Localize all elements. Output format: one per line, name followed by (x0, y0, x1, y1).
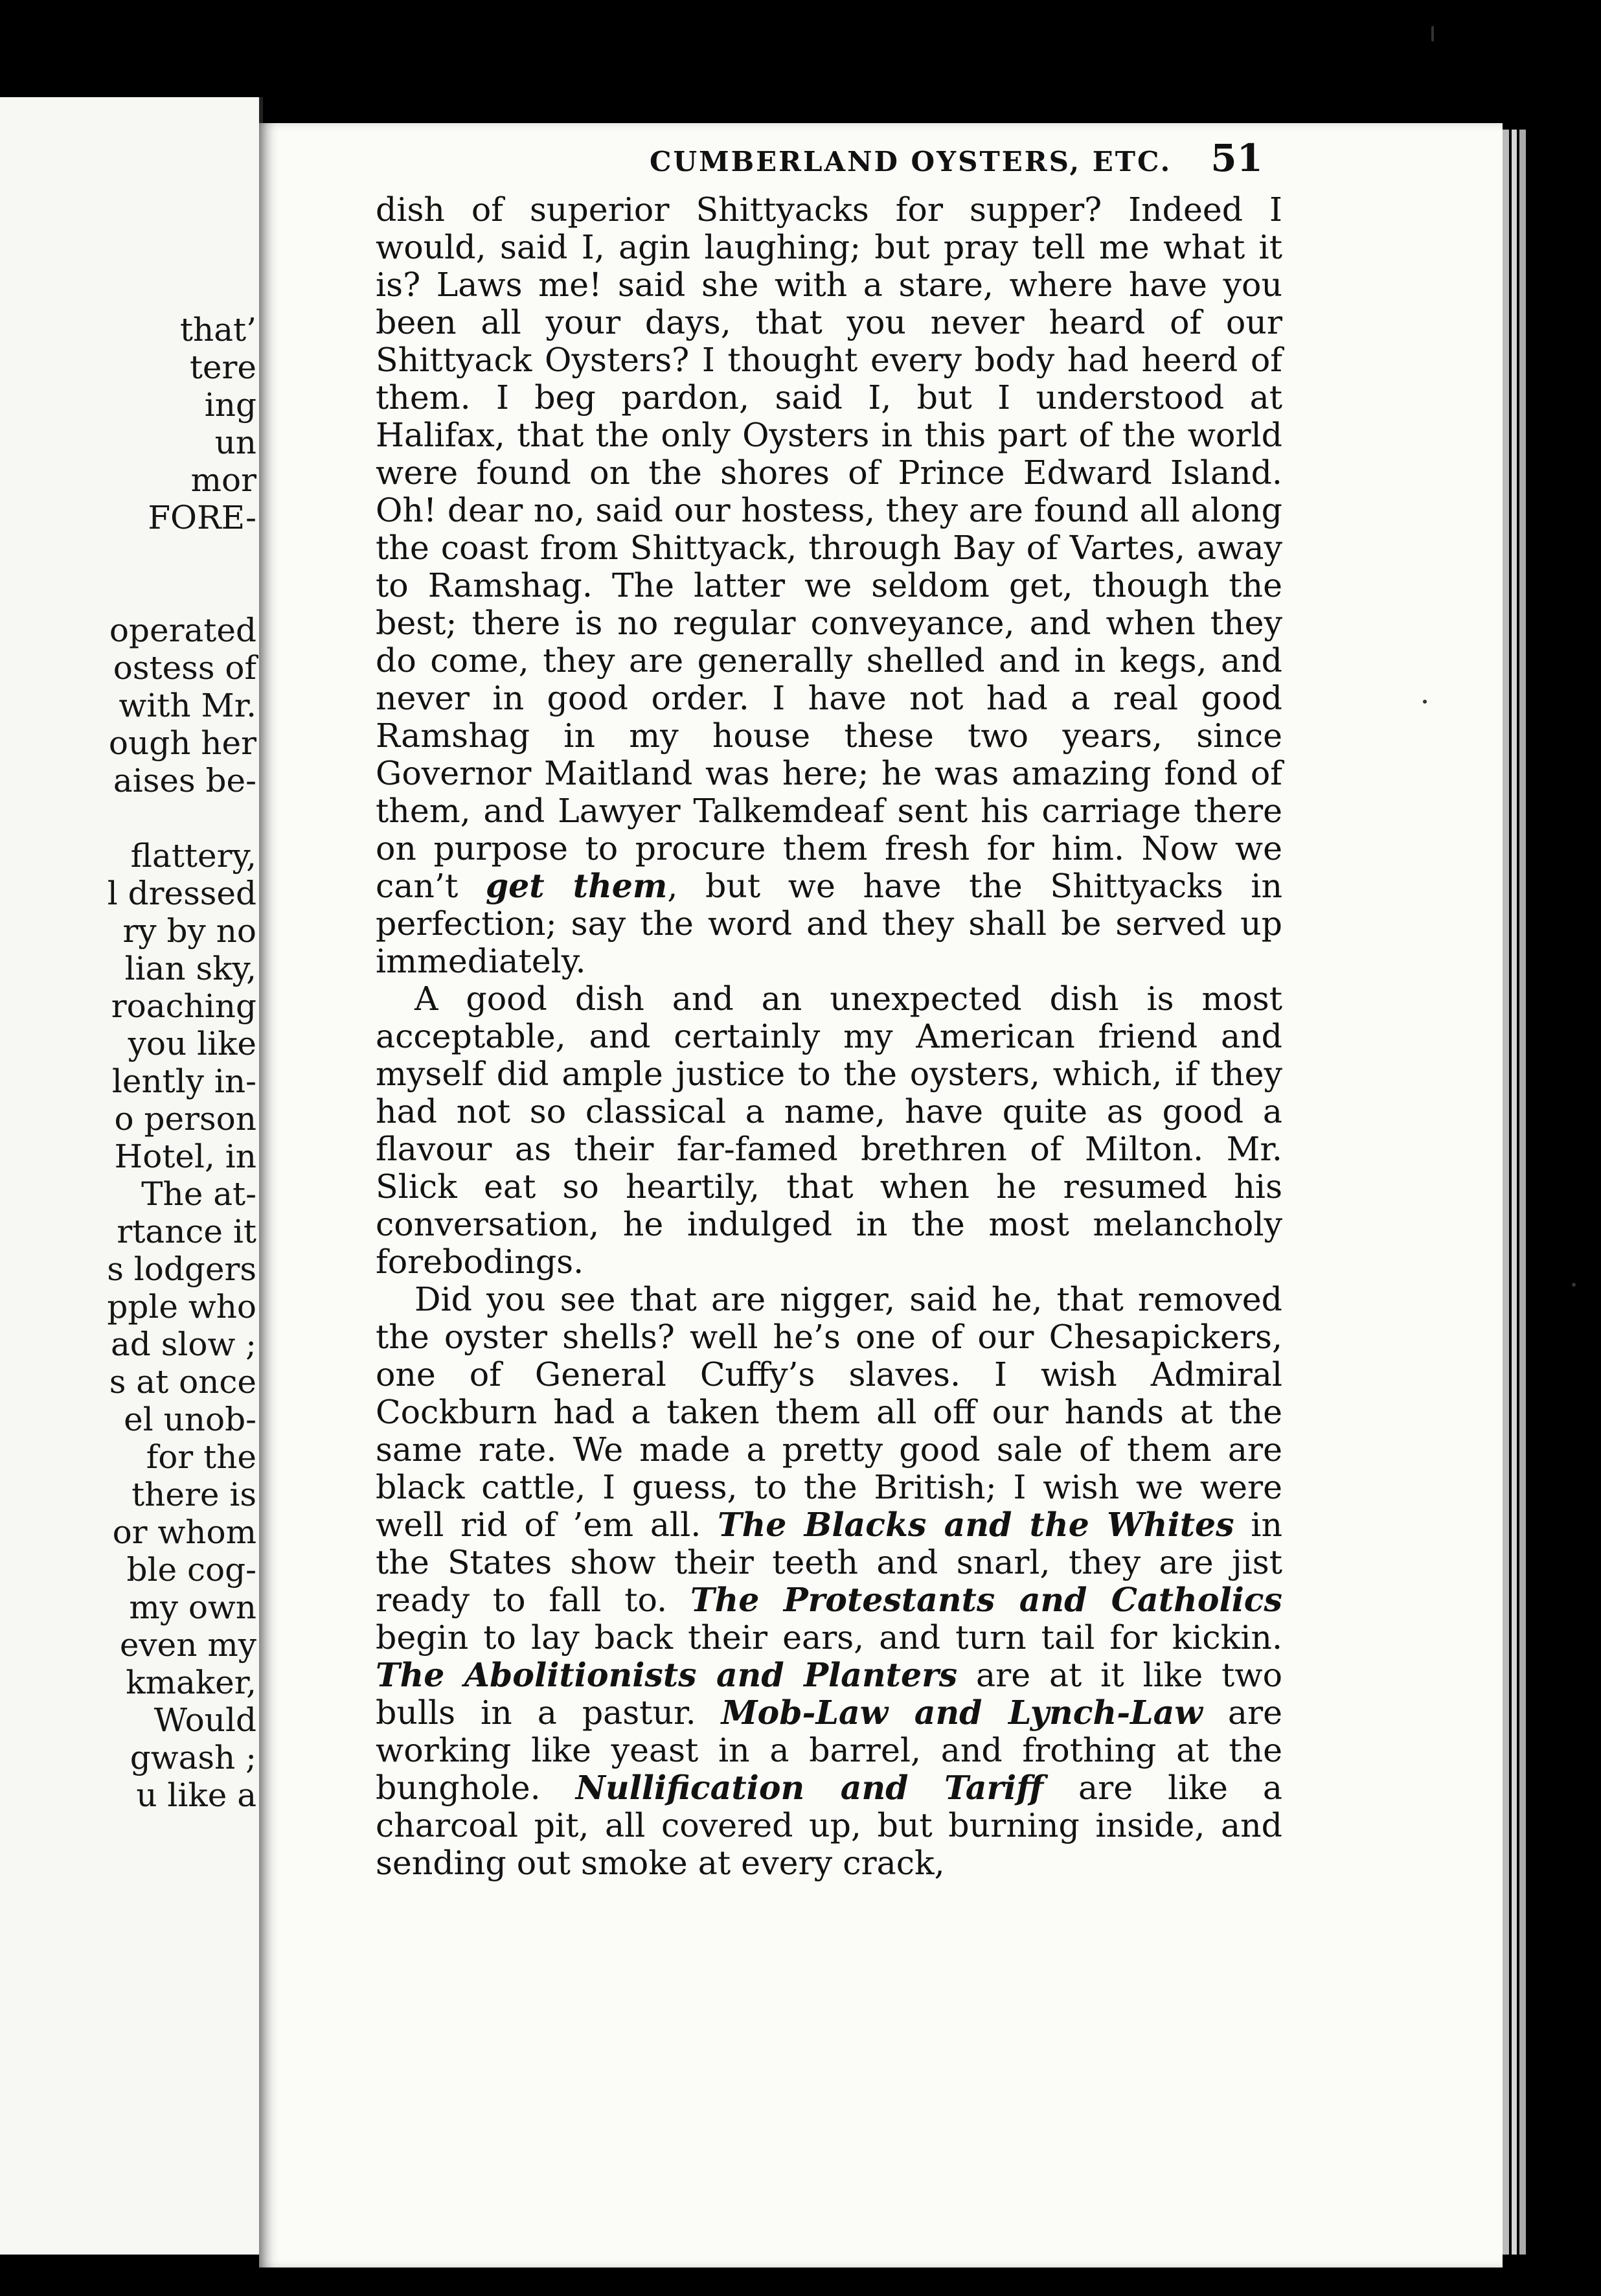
text-run: in the States show their teeth and snarl, they are jist ready to fall to. (376, 1506, 1282, 1619)
facing-page-line: ble cog- (126, 1551, 256, 1589)
facing-page-line: lian sky, (124, 950, 256, 987)
facing-page-line: o person (114, 1100, 256, 1138)
ink-speck (1423, 700, 1427, 704)
italic-phrase: get them (485, 867, 668, 905)
body-text (376, 191, 1282, 1882)
facing-page-line: for the (146, 1438, 256, 1476)
facing-page-line: roaching (111, 987, 256, 1025)
running-head (363, 136, 1263, 180)
text-run: are working like yeast in a barrel, and frothing at the bunghole. (376, 1693, 1283, 1807)
ink-speck (1431, 26, 1434, 41)
paragraph (376, 191, 1282, 980)
italic-phrase: The Abolitionists and Planters (376, 1656, 958, 1694)
text-run: begin to lay back their ears, and turn tail for kickin. (376, 1618, 1282, 1657)
ink-speck (1572, 1283, 1576, 1287)
facing-page-line: ry by no (122, 912, 256, 950)
facing-page-line: operated (109, 612, 256, 649)
facing-page-line: ough her (108, 724, 256, 762)
text-run: A good dish and an unexpected dish is most acceptable, and certainly my American friend and myself did ample justice to the oysters, which, if they had not so classical a name, have quite as good a flavour as their far-famed brethren of Milton. Mr. Slick eat so heartily, that when he resumed his conversation, he indulged in the most melancholy forebodings. (376, 980, 1282, 1281)
facing-page-line: you like (128, 1025, 256, 1062)
facing-page-line: rtance it (117, 1213, 256, 1250)
facing-page-line: pple who (107, 1288, 256, 1326)
text-run: dish of superior Shittyacks for supper? Indeed I would, said I, agin laughing; but pray tell me what it is? Laws me! said she with a stare, where have you been all your days, that you never heard of our Shittyack Oysters? I thought every body had heerd of them. I beg pardon, said I, but I understood at Halifax, that the only Oysters in this part of the world were found on the shores of Prince Edward Island. Oh! dear no, said our hostess, they are found all along the coast from Shittyack, through Bay of Vartes, away to Ramshag. The latter we seldom get, though the best; there is no regular conveyance, and when they do come, they are generally shelled and in kegs, and never in good order. I have not had a real good Ramshag in my house these two years, since Governor Maitland was here; he was amazing fond of them, and Lawyer Talkemdeaf sent his carriage there on purpose to procure them fresh for him. Now we can’t (376, 190, 1282, 905)
facing-page-line: Hotel, in (114, 1138, 256, 1175)
page-number: 51 (1210, 136, 1263, 180)
facing-page-line: there is (131, 1476, 256, 1513)
facing-page-line: s at once (109, 1363, 256, 1401)
running-head-title: CUMBERLAND OYSTERS, ETC. (650, 146, 1172, 178)
facing-page-line: ad slow ; (111, 1326, 256, 1363)
facing-page-line: el unob- (124, 1401, 256, 1438)
italic-phrase: Nullification and Tariff (575, 1769, 1044, 1807)
facing-page-line: even my (119, 1626, 256, 1664)
facing-page-line: un (214, 424, 256, 461)
facing-page-line: l dressed (107, 875, 256, 912)
italic-phrase: The Blacks and the Whites (718, 1506, 1234, 1544)
facing-page-line: kmaker, (126, 1664, 256, 1701)
facing-page-line: with Mr. (119, 687, 256, 724)
facing-page-line: The at- (141, 1175, 256, 1213)
page-edge (1519, 130, 1526, 2255)
italic-phrase: Mob-Law and Lynch-Law (721, 1693, 1203, 1732)
facing-page-line: flattery, (130, 837, 256, 875)
facing-page-fragment (0, 97, 263, 2255)
facing-page-line: s lodgers (107, 1250, 256, 1288)
facing-page-line: or whom (112, 1513, 256, 1551)
facing-page-line: FORE- (148, 499, 256, 536)
facing-page-line: that’ (179, 311, 256, 349)
paragraph (376, 1281, 1282, 1882)
text-run: are at it like two bulls in a pastur. (376, 1656, 1282, 1732)
text-run: Did you see that are nigger, said he, that removed the oyster shells? well he’s one of our Chesapickers, one of General Cuffy’s slaves. I wish Admiral Cockburn had a taken them all off our hands at the same rate. We made a pretty good sale of them are black cattle, I guess, to the British; I wish we were well rid of ’em all. (376, 1280, 1282, 1544)
facing-page-line: my own (129, 1589, 256, 1626)
facing-page-line: ing (204, 386, 256, 424)
facing-page-line: u like a (136, 1776, 256, 1814)
text-run: , but we have the Shittyacks in perfection; say the word and they shall be served up immediately. (376, 867, 1282, 980)
text-run: are like a charcoal pit, all covered up, but burning inside, and sending out smoke at every crack, (376, 1769, 1282, 1882)
paragraph (376, 980, 1282, 1281)
facing-page-line: ostess of (113, 649, 256, 687)
italic-phrase: The Protestants and Catholics (690, 1581, 1282, 1619)
facing-page-line: Would (153, 1701, 256, 1739)
facing-page-line: gwash ; (130, 1739, 256, 1776)
page-edge (1512, 130, 1517, 2255)
facing-page-line: lently in- (111, 1062, 256, 1100)
facing-page-line: tere (189, 349, 256, 386)
facing-page-line: mor (190, 461, 256, 499)
page-edge (1503, 130, 1509, 2255)
facing-page-line: aises be- (113, 762, 256, 799)
